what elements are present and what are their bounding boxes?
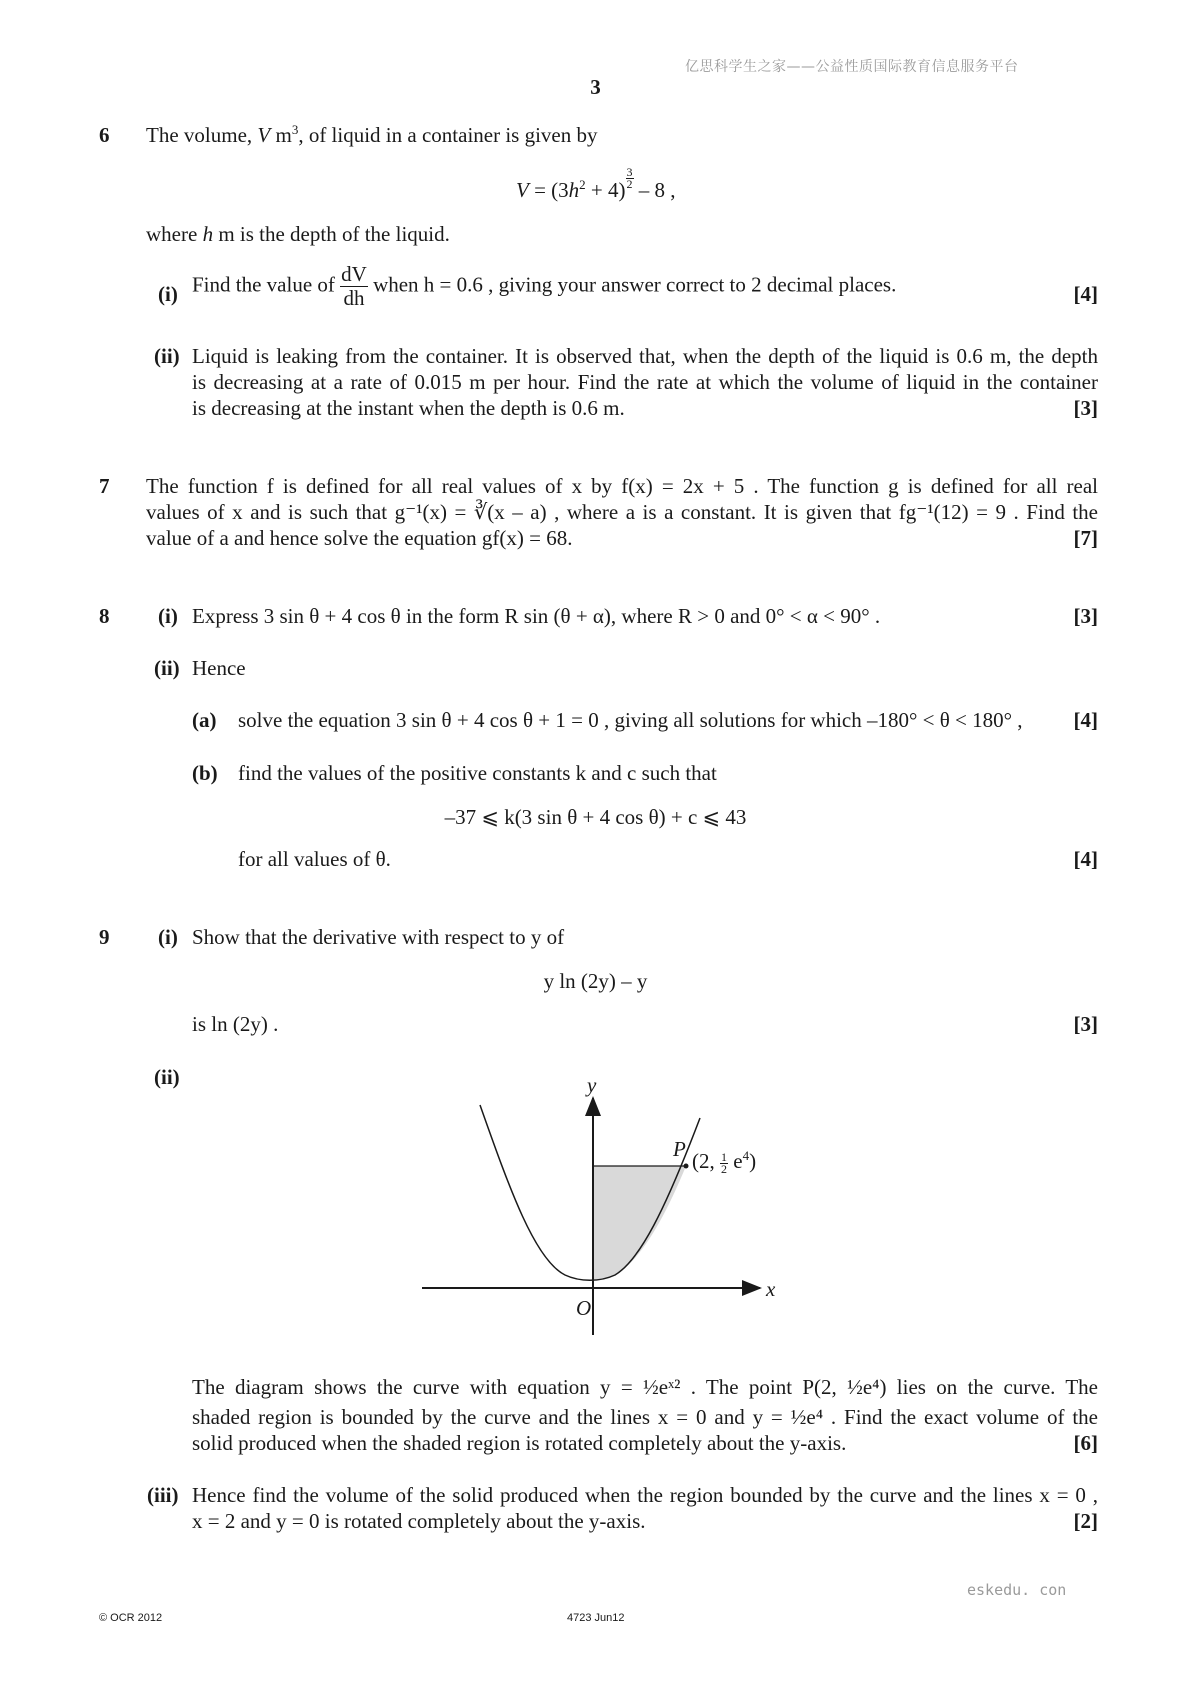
question-7-number: 7 (99, 474, 110, 498)
question-9-part-ii-marks: [6] (1073, 1431, 1098, 1455)
question-9-part-iii-line-1: Hence find the volume of the solid produced when the region bounded by the curve and the lines x = 0 , (192, 1483, 1098, 1507)
y-axis-label: y (587, 1073, 597, 1097)
question-7-marks: [7] (1073, 526, 1098, 550)
question-9-part-ii-label: (ii) (154, 1065, 180, 1089)
question-8-part-ii-label: (ii) (154, 656, 180, 680)
question-8-number: 8 (99, 604, 110, 628)
x-axis-label: x (766, 1277, 776, 1301)
question-9-part-i-marks: [3] (1073, 1012, 1098, 1036)
site-watermark-header: 亿思科学生之家——公益性质国际教育信息服务平台 (685, 59, 1019, 75)
question-8-part-a-marks: [4] (1073, 708, 1098, 732)
question-6-formula: $V = (3h^2 + 4)$ $\frac{3}{2}$ – 8 , (516, 164, 676, 202)
question-9-number: 9 (99, 925, 110, 949)
question-9-part-ii-line-3: solid produced when the shaded region is rotated completely about the y-axis. (192, 1431, 847, 1455)
question-8-part-b-label: (b) (192, 761, 218, 785)
question-6-part-ii-line-3: is decreasing at the instant when the depth is 0.6 m. (192, 396, 625, 420)
question-6-part-ii-label: (ii) (154, 344, 180, 368)
footer-paper-code: 4723 Jun12 (567, 1612, 625, 1624)
question-6-intro: The volume, V $m^3$, of liquid in a container is given by (146, 122, 598, 147)
question-8-part-b-tail: for all values of θ. (238, 847, 391, 871)
shaded-region (593, 1166, 686, 1280)
question-8-part-i-label: (i) (158, 604, 178, 628)
question-6-part-ii-line-2: is decreasing at a rate of 0.015 m per hour. Find the rate at which the volume of liquid in the container (192, 370, 1098, 394)
question-7-line-2: values of x and is such that g⁻¹(x) = ∛(x – a) , where a is a constant. It is given that fg⁻¹(12) = 9 . Find the (146, 500, 1098, 524)
point-p-coordinates: (2, $\frac{1}{2}$ $e^4$) (692, 1148, 757, 1176)
point-p (684, 1164, 689, 1169)
question-9-part-iii-line-2: x = 2 and y = 0 is rotated completely about the y-axis. (192, 1509, 646, 1533)
question-9-expression: y ln (2y) – y (543, 969, 648, 993)
question-8-part-i-marks: [3] (1073, 604, 1098, 628)
question-8-part-i-text: Express 3 sin θ + 4 cos θ in the form R sin (θ + α), where R > 0 and 0° < α < 90° . (192, 604, 881, 628)
question-9-part-iii-marks: [2] (1073, 1509, 1098, 1533)
question-9-part-i-label: (i) (158, 925, 178, 949)
question-7-line-3: value of a and hence solve the equation gf(x) = 68. (146, 526, 573, 550)
question-6-part-i-marks: [4] (1073, 282, 1098, 306)
question-6-part-ii-marks: [3] (1073, 396, 1098, 420)
curve-diagram (410, 1070, 790, 1350)
question-8-inequality: –37 ⩽ k(3 sin θ + 4 cos θ) + c ⩽ 43 (444, 805, 747, 829)
question-6-number: 6 (99, 123, 110, 147)
question-6-part-i-text: Find the value of $\frac{dV}{dh}$ when h = 0.6 , giving your answer correct to 2 decimal places. (192, 262, 897, 310)
question-9-part-ii-line-1: The diagram shows the curve with equation y = ½eˣ² . The point P(2, ½e⁴) lies on the curve. The (192, 1375, 1098, 1399)
footer-watermark: eskedu. con (967, 1581, 1067, 1599)
question-8-part-a-text: solve the equation 3 sin θ + 4 cos θ + 1 = 0 , giving all solutions for which –180° < θ < 180° , (238, 708, 1023, 732)
question-9-part-i-text: Show that the derivative with respect to y of (192, 925, 565, 949)
dv-dh-fraction: $\frac{dV}{dh}$ (341, 262, 367, 310)
question-8-part-a-label: (a) (192, 708, 217, 732)
question-6-where: where h m is the depth of the liquid. (146, 222, 450, 246)
question-8-part-b-text: find the values of the positive constants k and c such that (238, 761, 717, 785)
question-9-part-iii-label: (iii) (147, 1483, 179, 1507)
question-6-part-i-label: (i) (158, 282, 178, 306)
question-7-line-1: The function f is defined for all real values of x by f(x) = 2x + 5 . The function g is defined for all real (146, 474, 1098, 498)
question-6-part-ii-line-1: Liquid is leaking from the container. It is observed that, when the depth of the liquid is 0.6 m, the depth (192, 344, 1098, 368)
question-8-part-ii-text: Hence (192, 656, 246, 680)
footer-copyright: © OCR 2012 (99, 1612, 163, 1624)
question-9-part-ii-line-2: shaded region is bounded by the curve and the lines x = 0 and y = ½e⁴ . Find the exact volume of the (192, 1405, 1098, 1429)
formula-exponent: $\frac{3}{2}$ (626, 164, 633, 191)
origin-label: O (576, 1296, 592, 1320)
page-number: 3 (590, 75, 601, 99)
question-8-part-b-marks: [4] (1073, 847, 1098, 871)
question-9-part-i-tail: is ln (2y) . (192, 1012, 279, 1036)
point-p-label: P (673, 1137, 686, 1161)
